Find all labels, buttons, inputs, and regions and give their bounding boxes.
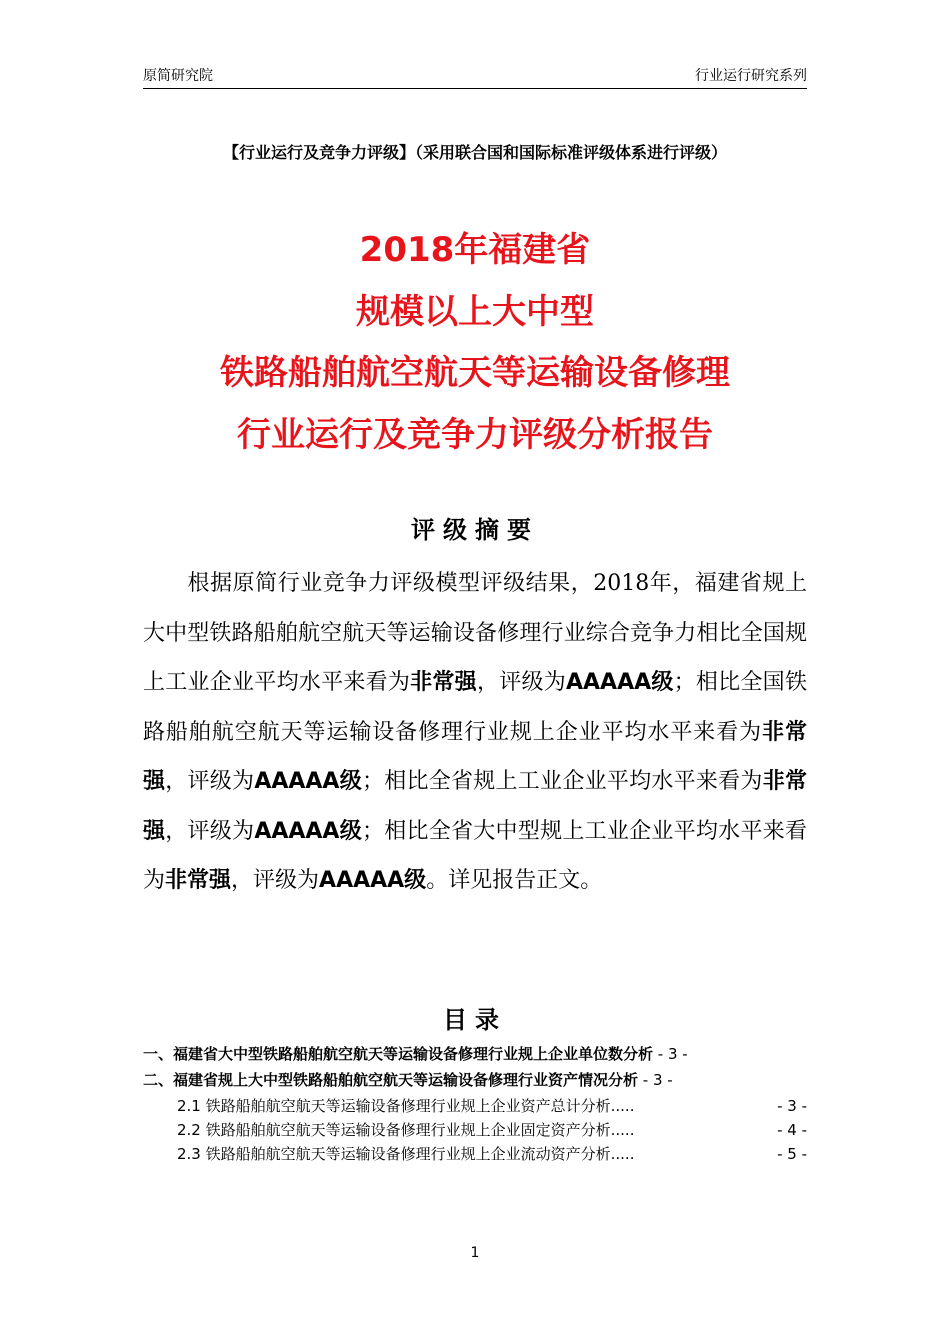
summary-text: ；相比全省大中型规上工业企业平均水平来看为 <box>143 818 807 893</box>
toc-entry-1[interactable] <box>143 1042 807 1066</box>
toc-heading: 目录 <box>443 1006 507 1034</box>
toc-entry-2-3[interactable] <box>143 1142 807 1166</box>
summary-text: 。详见报告正文。 <box>426 868 603 893</box>
toc-entry-page: - 3 - <box>657 1045 688 1063</box>
toc-entry-label: 2.2 铁路船舶航空航天等运输设备修理行业规上企业固定资产分析..... <box>177 1121 635 1139</box>
summary-strength: 非常强 <box>165 868 232 893</box>
summary-grade: AAAAA级 <box>254 769 362 794</box>
summary-text: ；相比全国铁路船舶航空航天等运输设备修理行业规上企业平均水平来看为 <box>143 670 807 745</box>
summary-heading: 评级摘要 <box>411 516 539 544</box>
summary-text: 根据原简行业竞争力评级模型评级结果，2018年，福建省规上大中型铁路船舶航空航天等运输设备修理行业综合竞争力相比全国规上工业企业平均水平来看为 <box>143 571 807 695</box>
rating-tagline: 【行业运行及竞争力评级】（采用联合国和国际标准评级体系进行评级） <box>222 143 727 162</box>
summary-strength: 非常强 <box>143 719 807 794</box>
summary-strength: 非常强 <box>143 769 807 844</box>
summary-grade: AAAAA级 <box>565 670 674 695</box>
toc-entry-label: 2.1 铁路船舶航空航天等运输设备修理行业规上企业资产总计分析..... <box>177 1097 635 1115</box>
toc-entry-label: 2.3 铁路船舶航空航天等运输设备修理行业规上企业流动资产分析..... <box>177 1145 635 1163</box>
summary-paragraph <box>143 559 807 906</box>
toc-entry-page: - 5 - <box>775 1142 807 1166</box>
page-number: 1 <box>470 1245 480 1261</box>
toc-entry-2[interactable] <box>143 1068 807 1092</box>
summary-text: ，评级为 <box>165 769 255 794</box>
summary-text: ；相比全省规上工业企业平均水平来看为 <box>361 769 763 794</box>
summary-grade: AAAAA级 <box>254 818 362 844</box>
toc-entry-page: - 4 - <box>775 1118 807 1142</box>
page-header <box>143 66 807 89</box>
header-org-name: 原简研究院 <box>143 68 213 84</box>
summary-grade: AAAAA级 <box>319 868 427 893</box>
toc-entry-page: - 3 - <box>775 1094 807 1118</box>
summary-text: ，评级为 <box>476 670 566 695</box>
toc-entry-label: 二、福建省规上大中型铁路船舶航空航天等运输设备修理行业资产情况分析 <box>143 1071 639 1089</box>
toc-entry-2-1[interactable] <box>143 1094 807 1118</box>
summary-text: ，评级为 <box>165 818 255 844</box>
table-of-contents <box>143 1042 807 1166</box>
toc-entry-label: 一、福建省大中型铁路船舶航空航天等运输设备修理行业规上企业单位数分析 <box>143 1045 654 1063</box>
title-line-2: 规模以上大中型 <box>356 292 594 332</box>
title-line-3: 铁路船舶航空航天等运输设备修理 <box>220 353 730 393</box>
summary-strength: 非常强 <box>410 670 477 695</box>
title-line-4: 行业运行及竞争力评级分析报告 <box>237 415 713 455</box>
toc-entry-page: - 3 - <box>642 1071 673 1089</box>
header-series-name: 行业运行研究系列 <box>695 68 807 84</box>
toc-entry-2-2[interactable] <box>143 1118 807 1142</box>
title-line-1: 2018年福建省 <box>359 230 591 270</box>
summary-text: ，评级为 <box>231 868 320 893</box>
